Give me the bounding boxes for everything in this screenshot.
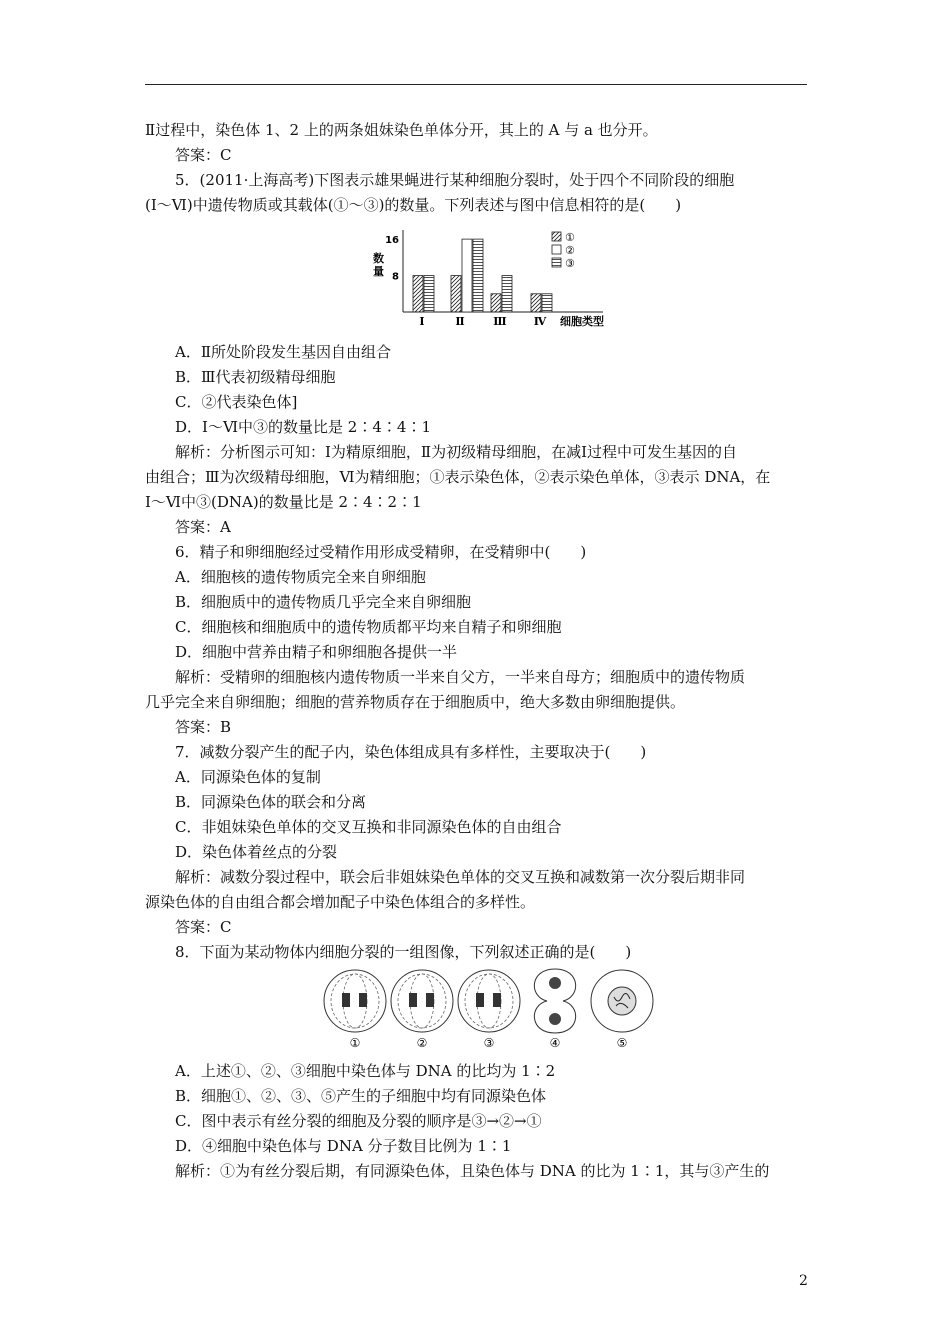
analysis-line: 几乎完全来自卵细胞；细胞的营养物质存在于细胞质中，绝大多数由卵细胞提供。 xyxy=(145,693,686,711)
analysis-line: 由组合；Ⅲ为次级精母细胞，Ⅵ为精细胞；①表示染色体，②表示染色单体，③表示 DNA，在 xyxy=(145,468,771,486)
x-tick-label: Ⅱ xyxy=(455,315,465,328)
analysis-line: 解析：减数分裂过程中，联会后非姐妹染色单体的交叉互换和减数第一次分裂后期非同 xyxy=(175,868,746,886)
chromosome xyxy=(476,993,484,1007)
option-line: A．上述①、②、③细胞中染色体与 DNA 的比均为 1∶2 xyxy=(175,1062,556,1080)
legend-label: ① xyxy=(565,231,575,244)
y-axis-label: 量 xyxy=(373,264,384,278)
bar-chart xyxy=(145,222,807,332)
option-line: A．细胞核的遗传物质完全来自卵细胞 xyxy=(175,568,426,586)
cell-label: ③ xyxy=(483,1036,495,1050)
option-line: D．细胞中营养由精子和卵细胞各提供一半 xyxy=(175,643,458,661)
chromosome xyxy=(426,993,434,1007)
bar xyxy=(462,239,472,312)
x-axis-label: 细胞类型 xyxy=(560,315,604,328)
analysis-line: 解析：分析图示可知：Ⅰ为精原细胞，Ⅱ为初级精母细胞，在减Ⅰ过程中可发生基因的自 xyxy=(175,443,738,461)
cell-outline xyxy=(458,970,520,1032)
cell-label: ④ xyxy=(549,1036,561,1050)
legend-swatch xyxy=(552,258,561,267)
option-line: B．同源染色体的联会和分离 xyxy=(175,793,367,811)
nucleus xyxy=(608,987,636,1015)
answer-line: 答案：B xyxy=(175,718,232,736)
bar xyxy=(542,294,552,312)
option-line: D．Ⅰ～Ⅵ中③的数量比是 2∶4∶4∶1 xyxy=(175,418,431,436)
text-line: Ⅱ过程中，染色体 1、2 上的两条姐妹染色单体分开，其上的 A 与 a 也分开。 xyxy=(145,121,658,139)
legend-label: ③ xyxy=(565,257,575,270)
chromosome xyxy=(409,993,417,1007)
bar xyxy=(451,276,461,312)
page-number: 2 xyxy=(799,1273,808,1289)
cell-label: ⑤ xyxy=(616,1036,628,1050)
chromosome xyxy=(493,993,501,1007)
cell-outline xyxy=(324,970,386,1032)
header-rule xyxy=(145,84,807,85)
answer-line: 答案：A xyxy=(175,518,231,536)
option-line: C．细胞核和细胞质中的遗传物质都平均来自精子和卵细胞 xyxy=(175,618,562,636)
x-tick-label: Ⅳ xyxy=(533,315,547,328)
option-line: C．非姐妹染色单体的交叉互换和非同源染色体的自由组合 xyxy=(175,818,562,836)
bar xyxy=(473,239,483,312)
option-line: B．Ⅲ代表初级精母细胞 xyxy=(175,368,336,386)
cell-outline xyxy=(391,970,453,1032)
question-5: 5．(2011·上海高考)下图表示雄果蝇进行某种细胞分裂时，处于四个不同阶段的细胞 xyxy=(175,171,735,189)
x-tick-label: Ⅲ xyxy=(493,315,507,328)
bar xyxy=(413,276,423,312)
chromosome xyxy=(342,993,350,1007)
cell-label: ② xyxy=(416,1036,428,1050)
option-line: B．细胞①、②、③、⑤产生的子细胞中均有同源染色体 xyxy=(175,1087,547,1105)
cell-division-figure xyxy=(145,967,807,1051)
question-8: 8．下面为某动物体内细胞分裂的一组图像，下列叙述正确的是( ) xyxy=(175,943,632,961)
option-line: D．染色体着丝点的分裂 xyxy=(175,843,338,861)
question-6: 6．精子和卵细胞经过受精作用形成受精卵，在受精卵中( ) xyxy=(175,543,587,561)
option-line: A．Ⅱ所处阶段发生基因自由组合 xyxy=(175,343,392,361)
bar xyxy=(424,276,434,312)
chromosome xyxy=(549,1013,561,1025)
bar xyxy=(531,294,541,312)
chromosome xyxy=(549,977,561,989)
analysis-line: 解析：受精卵的细胞核内遗传物质一半来自父方，一半来自母方；细胞质中的遗传物质 xyxy=(175,668,746,686)
chromosome xyxy=(359,993,367,1007)
answer-line: 答案：C xyxy=(175,918,232,936)
legend-swatch xyxy=(552,245,561,254)
legend-swatch xyxy=(552,232,561,241)
option-line: A．同源染色体的复制 xyxy=(175,768,321,786)
bar xyxy=(491,294,501,312)
option-line: C．图中表示有丝分裂的细胞及分裂的顺序是③→②→① xyxy=(175,1112,542,1130)
legend-label: ② xyxy=(565,244,575,257)
analysis-line: Ⅰ～Ⅵ中③(DNA)的数量比是 2∶4∶2∶1 xyxy=(145,493,422,511)
y-tick-label: 8 xyxy=(392,271,399,283)
bar xyxy=(502,276,512,312)
y-axis-label: 数 xyxy=(373,251,384,265)
cell-label: ① xyxy=(349,1036,361,1050)
option-line: C．②代表染色体] xyxy=(175,393,298,411)
bar-chart-figure xyxy=(145,222,807,332)
option-line: B．细胞质中的遗传物质几乎完全来自卵细胞 xyxy=(175,593,472,611)
question-5-cont: (Ⅰ～Ⅵ)中遗传物质或其载体(①～③)的数量。下列表述与图中信息相符的是( ) xyxy=(145,196,682,214)
analysis-line: 源染色体的自由组合都会增加配子中染色体组合的多样性。 xyxy=(145,893,536,911)
x-tick-label: Ⅰ xyxy=(419,315,425,328)
cell-division-diagram xyxy=(145,967,807,1051)
y-tick-label: 16 xyxy=(385,235,399,247)
document-body xyxy=(145,118,807,1184)
analysis-line: 解析：①为有丝分裂后期，有同源染色体，且染色体与 DNA 的比为 1∶1，其与③产生的 xyxy=(175,1162,770,1180)
question-7: 7．减数分裂产生的配子内，染色体组成具有多样性，主要取决于( ) xyxy=(175,743,647,761)
answer-line: 答案：C xyxy=(175,146,232,164)
option-line: D．④细胞中染色体与 DNA 分子数目比例为 1∶1 xyxy=(175,1137,512,1155)
